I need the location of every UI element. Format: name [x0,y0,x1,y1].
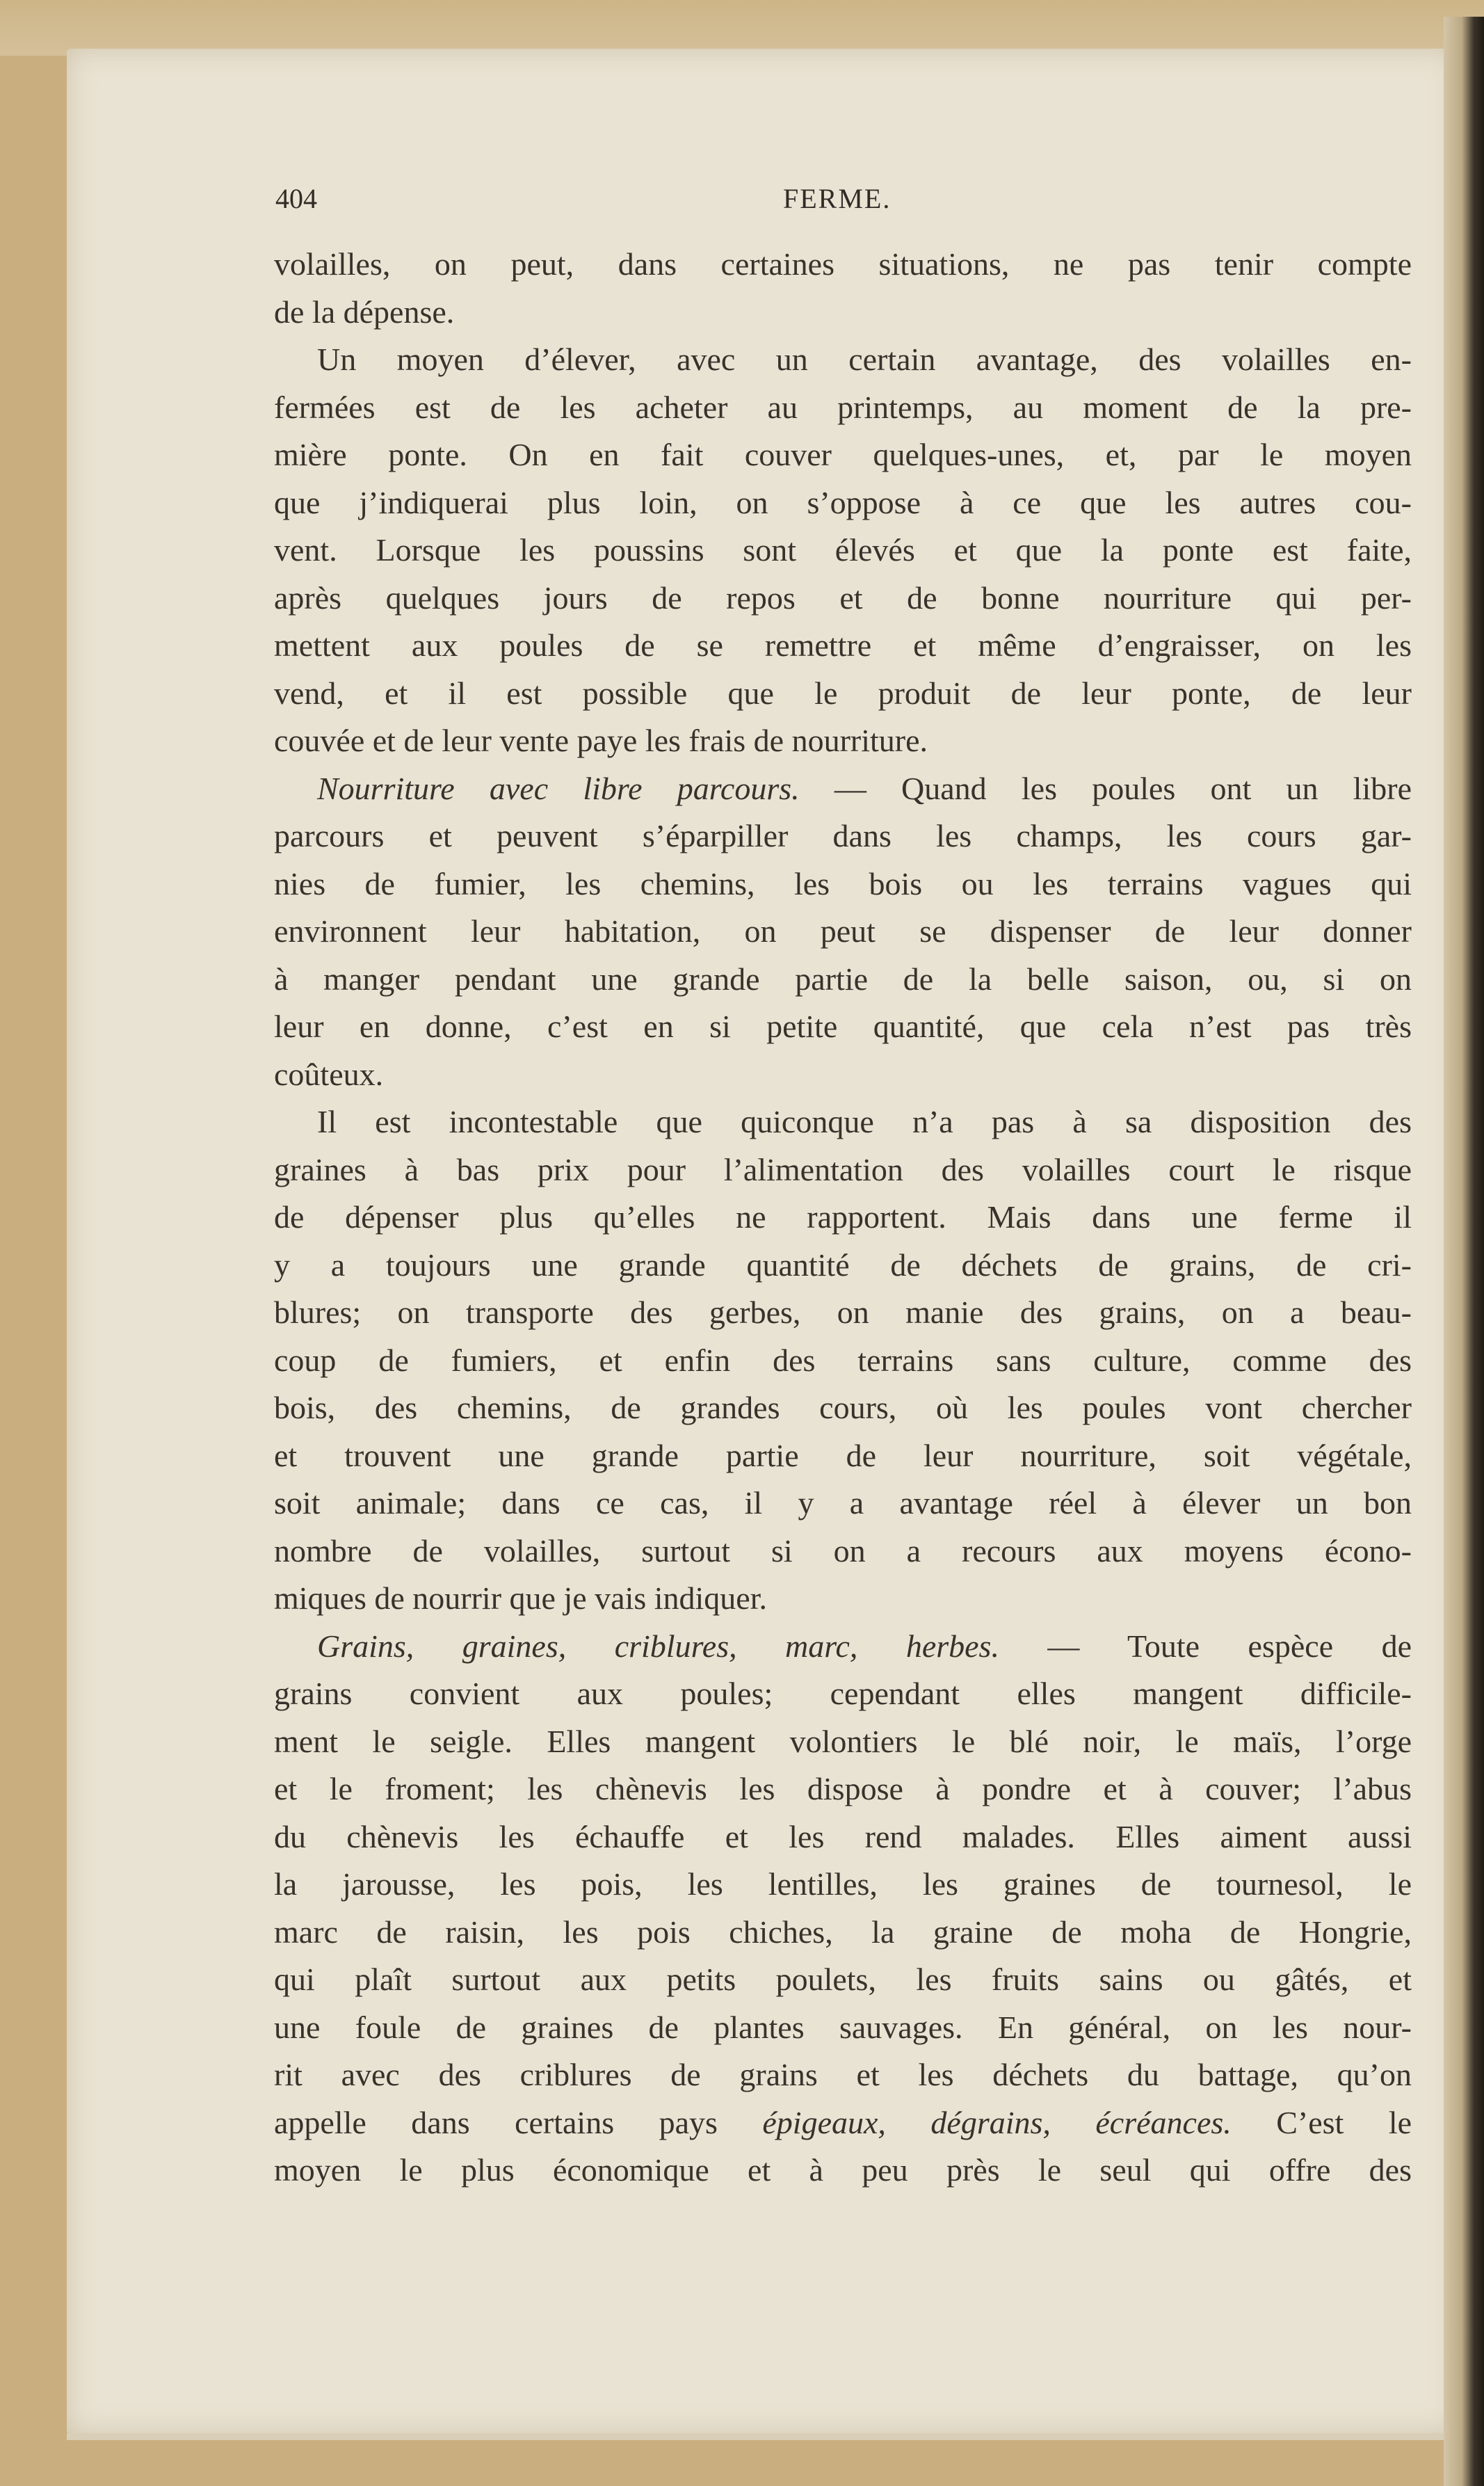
text-line [274,2099,1412,2147]
line-text: et le froment; les chènevis les dispose à pondre et à couver; l’abus [274,1771,1412,1806]
text-line [274,1003,1412,1051]
italic-run: Nourriture avec libre parcours. [317,770,800,806]
book-spine-edge [1444,17,1484,2486]
text-line [274,765,1412,813]
line-text: de la dépense. [274,294,455,330]
line-text: de dépenser plus qu’elles ne rapportent. Mais dans une ferme il [274,1199,1412,1235]
text-line [274,1194,1412,1242]
text-line [274,1242,1412,1290]
italic-run: épigeaux, dégrains, écréances. [762,2104,1232,2140]
text-line [274,2051,1412,2099]
line-text: ment le seigle. Elles mangent volontiers le blé noir, le maïs, l’orge [274,1723,1412,1759]
text-line [274,575,1412,623]
running-header [275,182,1409,224]
text-line [274,670,1412,718]
text-line [274,1575,1412,1623]
text-line [274,1098,1412,1146]
line-text: Un moyen d’élever, avec un certain avantage, des volailles en- [317,342,1412,377]
line-text: une foule de graines de plantes sauvages. En général, on les nour- [274,2009,1412,2045]
text-line [274,1956,1412,2004]
scan-bottom-edge [67,2433,1458,2440]
line-text: graines à bas prix pour l’alimentation des volailles court le risque [274,1151,1412,1187]
line-text: vend, et il est possible que le produit de leur ponte, de leur [274,675,1412,711]
line-text: que j’indiquerai plus loin, on s’oppose à ce que les autres cou- [274,484,1412,520]
line-text: environnent leur habitation, on peut se dispenser de leur donner [274,913,1412,949]
text-line [274,1479,1412,1527]
line-text: moyen le plus économique et à peu près le seul qui offre des [274,2152,1412,2188]
text-line [274,289,1412,337]
line-text: Il est incontestable que quiconque n’a pas à sa disposition des [317,1104,1412,1139]
text-line [274,1718,1412,1766]
line-text: coûteux. [274,1056,384,1092]
line-text: soit animale; dans ce cas, il y a avantage réel à élever un bon [274,1485,1412,1521]
text-line [274,1623,1412,1671]
line-text: du chènevis les échauffe et les rend malades. Elles aiment aussi [274,1818,1412,1854]
line-text: couvée et de leur vente paye les frais de nourriture. [274,723,928,758]
line-text: C’est le [1231,2104,1412,2140]
text-line [274,1909,1412,1957]
line-text: marc de raisin, les pois chiches, la graine de moha de Hongrie, [274,1914,1412,1950]
text-line [274,1146,1412,1194]
text-line [274,2004,1412,2052]
text-line [274,2147,1412,2195]
text-line [274,908,1412,956]
text-line [274,527,1412,575]
line-text: à manger pendant une grande partie de la belle saison, ou, si on [274,961,1412,997]
line-text: nies de fumier, les chemins, les bois ou les terrains vagues qui [274,865,1412,901]
text-line [274,479,1412,527]
italic-run: Grains, graines, criblures, marc, herbes. [317,1628,999,1664]
line-text: bois, des chemins, de grandes cours, où les poules vont chercher [274,1390,1412,1425]
line-text: leur en donne, c’est en si petite quantité, que cela n’est pas très [274,1009,1412,1044]
text-line [274,1432,1412,1480]
text-line [274,1337,1412,1385]
text-line [274,431,1412,479]
line-text: miques de nourrir que je vais indiquer. [274,1580,768,1616]
line-text: parcours et peuvent s’éparpiller dans les champs, les cours gar- [274,818,1412,853]
body-text [274,241,1412,2195]
text-line [274,1384,1412,1432]
line-text: qui plaît surtout aux petits poulets, les fruits sains ou gâtés, et [274,1962,1412,1997]
text-line [274,860,1412,908]
text-line [274,241,1412,289]
text-line [274,622,1412,670]
text-line [274,956,1412,1004]
running-head-title: FERME. [783,183,892,214]
text-line [274,1527,1412,1575]
line-text: y a toujours une grande quantité de déchets de grains, de cri- [274,1246,1412,1283]
line-text: la jarousse, les pois, les lentilles, les graines de tournesol, le [274,1866,1412,1902]
line-text: — Toute espèce de [999,1628,1412,1664]
text-line [274,1289,1412,1337]
line-text: et trouvent une grande partie de leur nourriture, soit végétale, [274,1437,1412,1473]
line-text: blures; on transporte des gerbes, on manie des grains, on a beau- [274,1294,1412,1330]
text-line [274,1765,1412,1813]
line-text: coup de fumiers, et enfin des terrains sans culture, comme des [274,1342,1412,1378]
line-text: fermées est de les acheter au printemps, au moment de la pre- [274,389,1412,425]
line-text: rit avec des criblures de grains et les déchets du battage, qu’on [274,2057,1412,2092]
text-line [274,1813,1412,1861]
line-text: mière ponte. On en fait couver quelques-unes, et, par le moyen [274,437,1412,472]
line-text: volailles, on peut, dans certaines situations, ne pas tenir compte [274,246,1412,282]
text-line [274,336,1412,384]
line-text: grains convient aux poules; cependant elles mangent difficile- [274,1676,1412,1711]
text-line [274,717,1412,765]
scan-top-margin [0,0,1484,56]
text-line [274,1861,1412,1909]
line-text: mettent aux poules de se remettre et même d’engraisser, on les [274,627,1412,663]
text-line [274,1670,1412,1718]
line-text: vent. Lorsque les poussins sont élevés et que la ponte est faite, [274,532,1412,568]
line-lead-text: appelle dans certains pays [274,2104,763,2140]
line-text: nombre de volailles, surtout si on a recours aux moyens écono- [274,1532,1412,1569]
text-line [274,812,1412,860]
text-line [274,384,1412,432]
line-text: après quelques jours de repos et de bonne nourriture qui per- [274,579,1412,616]
text-line [274,1051,1412,1099]
line-text: — Quand les poules ont un libre [799,770,1412,806]
page-number: 404 [275,183,317,214]
